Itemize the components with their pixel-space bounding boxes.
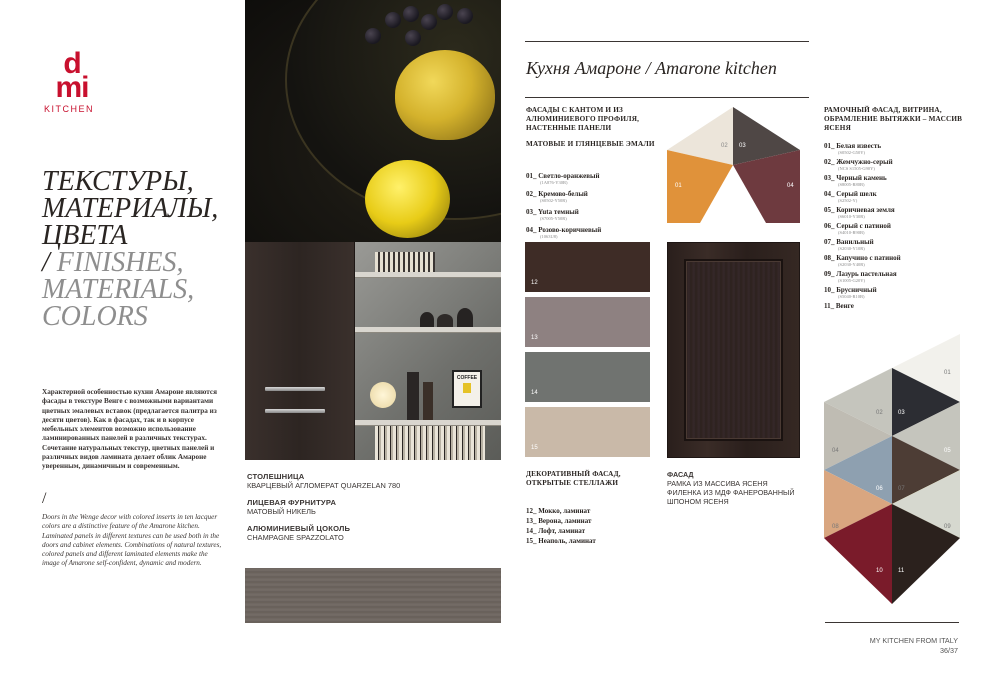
facade-line2: ФИЛЕНКА ИЗ МДФ ФАНЕРОВАННЫЙ <box>667 488 795 497</box>
list-item <box>824 222 964 235</box>
list-item-code: (S1005-G20Y) <box>838 278 865 283</box>
deco-heading: ДЕКОРАТИВНЫЙ ФАСАД, ОТКРЫТЫЕ СТЕЛЛАЖИ <box>526 470 621 487</box>
list-item <box>824 302 964 310</box>
blackberry <box>457 8 473 24</box>
list-item-label: 05_ Коричневая земля <box>824 206 895 214</box>
hex-label-01: 01 <box>675 183 682 189</box>
coffee-cup-icon <box>463 383 471 393</box>
description-en: Doors in the Wenge decor with colored inserts in ten lacquer colors are a distinctive feature of the Amarone kitchen. Laminated panels in different textures can be used both in the doors and cabinet elements. Combinations of natural textures, colored panels and different laminated elements make the image of Amarone self-confident, dynamic and modern. <box>42 513 222 568</box>
fronts-heading: ФАСАДЫ С КАНТОМ И ИЗ АЛЮМИНИЕВОГО ПРОФИЛЯ, НАСТЕННЫЕ ПАНЕЛИ <box>526 106 640 132</box>
list-item-label: 02_ Кремово-белый <box>526 190 588 198</box>
title-en-line1: FINISHES, <box>56 247 184 278</box>
caption-plinth <box>247 524 487 542</box>
hex-label-01: 01 <box>944 370 951 376</box>
list-item-label: 14_ Лофт, ламинат <box>526 527 586 535</box>
list-item-label: 15_ Неаполь, ламинат <box>526 537 596 545</box>
hex-label-05: 05 <box>944 448 951 454</box>
caption-handles-head: ЛИЦЕВАЯ ФУРНИТУРА <box>247 498 337 507</box>
list-item-label: 04_ Серый шелк <box>824 190 877 198</box>
facade-heading: ФАСАД <box>667 470 694 479</box>
cabinet-handle <box>265 409 325 413</box>
hex-label-04: 04 <box>787 183 794 189</box>
separator-slash: / <box>42 490 47 507</box>
list-item <box>824 286 964 299</box>
list-item-label: 13_ Верона, ламинат <box>526 517 592 525</box>
title-en-line3: COLORS <box>42 301 148 332</box>
swatch-number: 13 <box>531 335 538 341</box>
frame-hex-chart <box>824 334 960 604</box>
list-item-code: (S4010-R90B) <box>838 230 865 235</box>
list-item <box>526 172 656 185</box>
blackberry <box>421 14 437 30</box>
blackberry <box>365 28 381 44</box>
list-item <box>824 174 964 187</box>
caption-plinth-head: АЛЮМИНИЕВЫЙ ЦОКОЛЬ <box>247 524 351 533</box>
hex-label-02: 02 <box>721 143 728 149</box>
list-item-label: 08_ Капучино с патиной <box>824 254 901 262</box>
list-item-label: 01_ Белая известь <box>824 142 882 150</box>
door-panel <box>684 259 783 441</box>
list-item <box>824 190 964 203</box>
list-item-label: 01_ Светло-оранжевый <box>526 172 600 180</box>
frame-heading: РАМОЧНЫЙ ФАСАД, ВИТРИНА, ОБРАМЛЕНИЕ ВЫТЯЖКИ – МАССИВ ЯСЕНЯ <box>824 106 963 132</box>
coffee-sign-text: COFFEE <box>456 375 478 381</box>
list-item-label: 11_ Венге <box>824 302 854 310</box>
swatch-number: 14 <box>531 390 538 396</box>
list-item <box>824 142 964 155</box>
hex-label-06: 06 <box>876 486 883 492</box>
title-ru-line1: ТЕКСТУРЫ, <box>42 166 194 197</box>
hex-label-04: 04 <box>832 448 839 454</box>
logo-mi: mi <box>55 71 89 104</box>
title-en-line2: MATERIALS, <box>42 274 195 305</box>
list-item-label: 03_ Черный камень <box>824 174 887 182</box>
logo-d: d <box>63 47 81 80</box>
list-item <box>526 507 656 515</box>
photo-fruit <box>245 0 501 242</box>
kitchen-title: Кухня Амароне / Amarone kitchen <box>526 58 777 78</box>
photo-kitchen <box>245 242 501 460</box>
list-item-code: (S2030-Y10R) <box>838 246 865 251</box>
list-item-code: (S2502-Y) <box>838 198 858 203</box>
hex-label-10: 10 <box>876 568 883 574</box>
list-item-code: (S7005-Y50R) <box>540 216 567 221</box>
books <box>375 426 485 460</box>
lower-cabinet <box>245 392 355 460</box>
jar <box>457 308 473 327</box>
blackberry <box>403 6 419 22</box>
list-item-label: 12_ Мокко, ламинат <box>526 507 591 515</box>
plinth-sample <box>245 568 501 623</box>
page-title <box>42 168 242 330</box>
laminate-swatch <box>525 407 650 457</box>
laminate-swatch <box>525 242 650 292</box>
fronts-hex-chart <box>667 107 800 223</box>
list-item-code: (S2030-Y40R) <box>838 262 865 267</box>
caption-handles-text: МАТОВЫЙ НИКЕЛЬ <box>247 507 316 516</box>
list-item-code: (NCS S1505-G90Y) <box>838 166 875 171</box>
list-item-code: (S0502-Y50R) <box>540 198 567 203</box>
list-item <box>824 206 964 219</box>
list-item-code: (S6010-Y30R) <box>838 214 865 219</box>
shelf <box>355 327 501 333</box>
hex-label-07: 07 <box>898 486 905 492</box>
list-item <box>824 238 964 251</box>
laminate-swatch <box>525 352 650 402</box>
list-item-code: (S5040-R10B) <box>838 294 865 299</box>
list-item-label: 10_ Брусничный <box>824 286 877 294</box>
list-item-label: 09_ Лазурь пастельная <box>824 270 897 278</box>
fronts-color-list <box>526 172 656 244</box>
coffee-sign <box>452 370 482 408</box>
list-item <box>526 190 656 203</box>
pear <box>395 50 495 140</box>
list-item-code: (S0502-G50Y) <box>838 150 865 155</box>
brand-logo <box>44 47 100 114</box>
list-item-code: (S8005-R80B) <box>838 182 865 187</box>
frame-color-list <box>824 142 964 313</box>
title-slash: / <box>42 247 57 278</box>
list-item-label: 07_ Ванильный <box>824 238 874 246</box>
list-item <box>526 517 656 525</box>
lamp <box>370 382 396 408</box>
shelf <box>355 272 501 278</box>
facade-line1: РАМКА ИЗ МАССИВА ЯСЕНЯ <box>667 479 768 488</box>
description-ru: Характерной особенностью кухни Амароне являются фасады в текстуре Венге с возможными вариантами цветных эмалевых вставок (предлагается палитра из десяти цветов). Как в фасадах, так и в корпусе мебельных элементов возможно использование ламинированных панелей в различных текстурах. Сочетание натуральных текстур, цветных панелей и различных видов ламината делает облик Амароне уверенным, динамичным и современным. <box>42 388 218 471</box>
title-ru-line3: ЦВЕТА <box>42 220 128 251</box>
divider <box>525 97 809 98</box>
logo-kitchen-text: KITCHEN <box>44 104 95 114</box>
list-item-label: 03_ Yuta темный <box>526 208 579 216</box>
caption-worktop-text: КВАРЦЕВЫЙ АГЛОМЕРАТ QUARZELAN 780 <box>247 481 401 490</box>
blackberry <box>405 30 421 46</box>
list-item <box>526 208 656 221</box>
list-item <box>526 527 656 535</box>
tall-cabinet <box>245 242 355 392</box>
title-ru-line2: МАТЕРИАЛЫ, <box>42 193 219 224</box>
hex-label-11: 11 <box>898 568 905 574</box>
list-item-label: 02_ Жемчужно-серый <box>824 158 893 166</box>
hex-label-09: 09 <box>944 524 951 530</box>
list-item-label: 04_ Розово-коричневый <box>526 226 602 234</box>
hex-label-08: 08 <box>832 524 839 530</box>
list-item <box>526 537 656 545</box>
list-item <box>824 158 964 171</box>
blackberry <box>385 12 401 28</box>
facade-line3: ШПОНОМ ЯСЕНЯ <box>667 497 729 506</box>
hex-label-03: 03 <box>739 143 746 149</box>
facade-caption <box>667 470 807 506</box>
list-item <box>526 226 656 239</box>
page-number: 36/37 <box>940 646 958 655</box>
caption-plinth-text: CHAMPAGNE SPAZZOLATO <box>247 533 344 542</box>
cabinet-handle <box>265 387 325 391</box>
caption-worktop-head: СТОЛЕШНИЦА <box>247 472 305 481</box>
deco-list <box>526 507 656 547</box>
caption-handles <box>247 498 487 516</box>
footer-tagline: MY KITCHEN FROM ITALY <box>869 636 958 645</box>
wenge-door <box>667 242 800 458</box>
swatch-number: 15 <box>531 445 538 451</box>
books <box>375 252 435 272</box>
list-item <box>824 254 964 267</box>
laminate-swatch <box>525 297 650 347</box>
divider <box>825 622 959 623</box>
list-item-label: 06_ Серый с патиной <box>824 222 891 230</box>
list-item <box>824 270 964 283</box>
fronts-subheading: МАТОВЫЕ И ГЛЯНЦЕВЫЕ ЭМАЛИ <box>526 140 655 148</box>
list-item-code: (1063U8) <box>540 234 558 239</box>
hex-label-02: 02 <box>876 410 883 416</box>
divider <box>525 41 809 42</box>
blackberry <box>437 4 453 20</box>
footer <box>870 636 958 656</box>
vase <box>423 382 433 420</box>
vase <box>407 372 419 420</box>
list-item-code: (1A876-Y30R) <box>540 180 568 185</box>
caption-worktop <box>247 472 487 490</box>
hex-label-03: 03 <box>898 410 905 416</box>
jar <box>437 314 453 327</box>
swatch-number: 12 <box>531 280 538 286</box>
lemon <box>365 160 450 238</box>
jar <box>420 312 434 327</box>
